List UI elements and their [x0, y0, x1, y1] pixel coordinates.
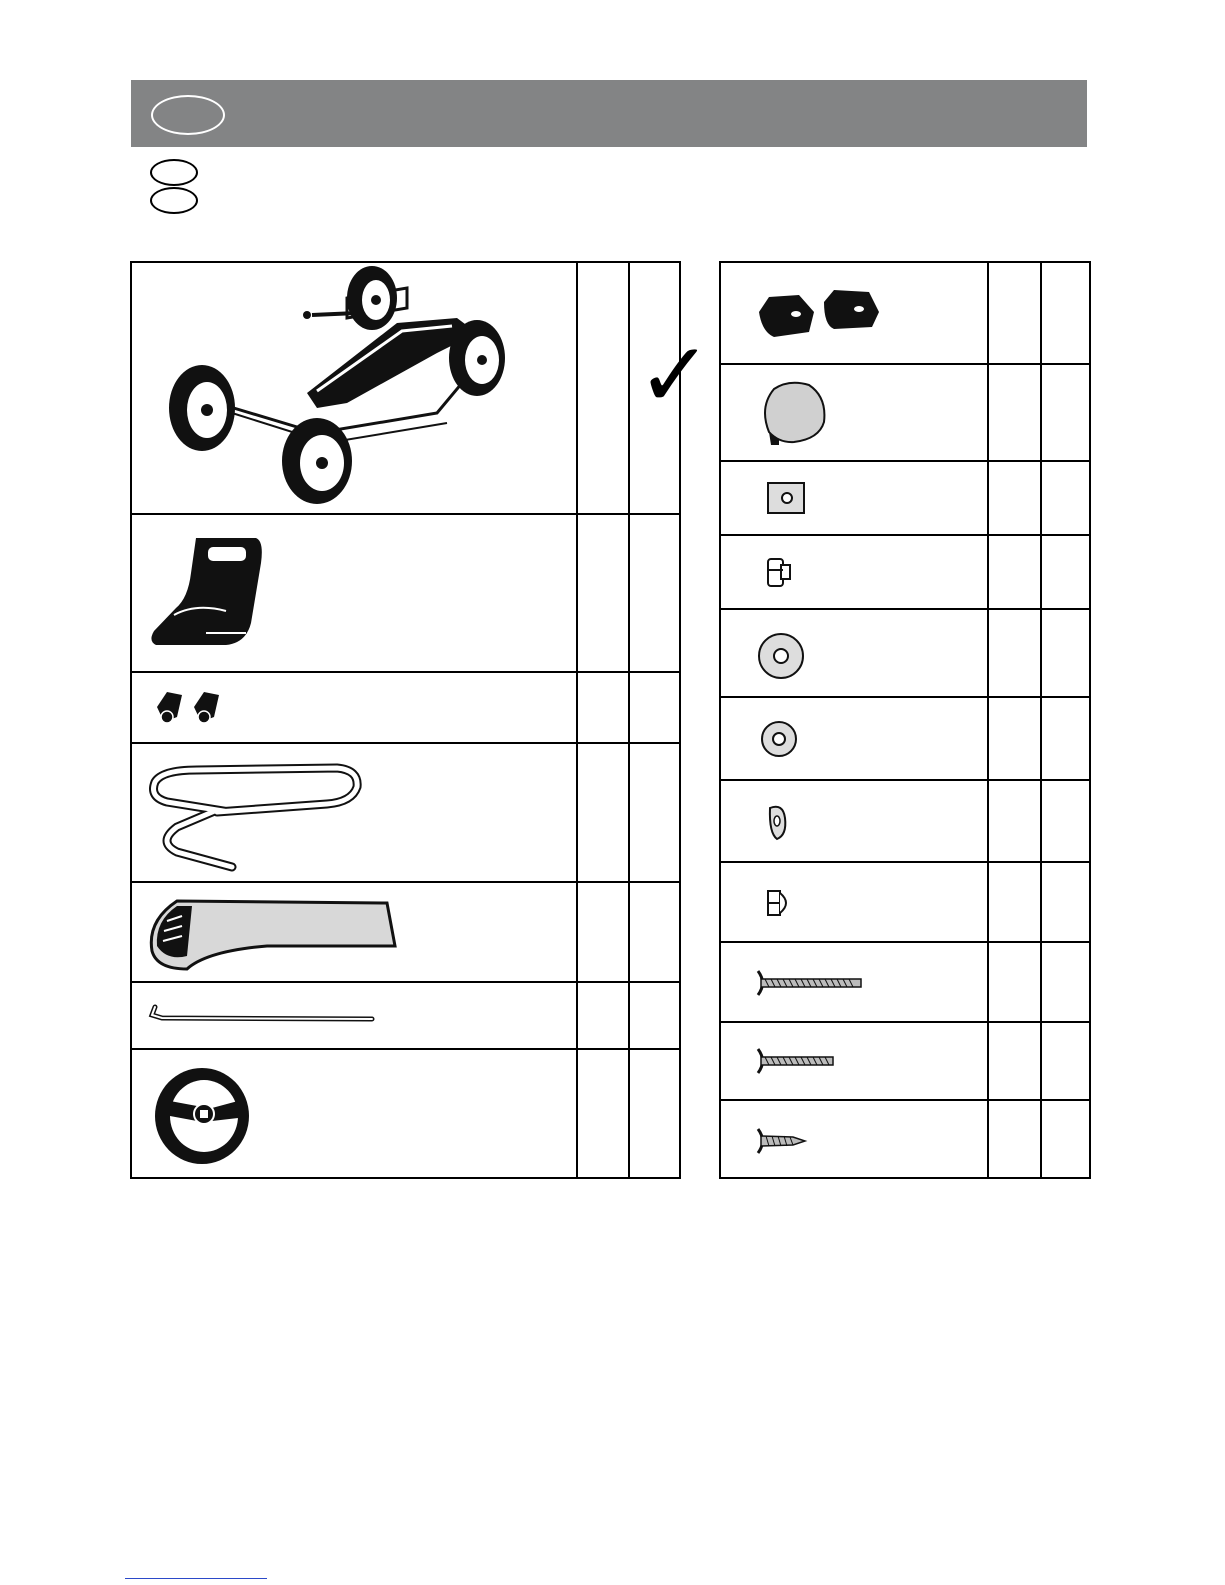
parts-table-left [130, 261, 713, 1179]
included-checkmark: ✓ [637, 323, 713, 428]
front-spoiler-image [147, 891, 402, 971]
go-kart-frame-image [157, 263, 537, 508]
part-row-rod [132, 983, 679, 1050]
language-oval-2 [150, 187, 198, 214]
part-row-small-washer [721, 698, 1089, 781]
part-row-large-washer [721, 610, 1089, 698]
spacer-image [765, 803, 795, 843]
part-row-go-kart-frame [132, 263, 713, 515]
square-nut-image [765, 480, 810, 520]
part-row-hub-cap [721, 365, 1089, 462]
language-oval-1 [150, 159, 198, 186]
end-caps-image [754, 287, 884, 342]
part-row-short-bolt [721, 1023, 1089, 1101]
part-row-screw [721, 1101, 1089, 1181]
part-row-seat-brackets [132, 673, 679, 744]
cap-nut-image [766, 887, 796, 919]
part-row-clip-nut [721, 536, 1089, 610]
steering-wheel-image [152, 1066, 252, 1166]
part-row-steering-wheel [132, 1050, 679, 1181]
part-row-end-caps [721, 263, 1089, 365]
long-bolt-image [755, 968, 865, 998]
seat-brackets-image [152, 687, 232, 732]
part-row-cap-nut [721, 863, 1089, 943]
part-row-spacer [721, 781, 1089, 863]
footer-link-underline [125, 1578, 267, 1579]
screw-image [755, 1126, 810, 1156]
large-washer-image [756, 631, 806, 681]
seat-image [146, 533, 271, 658]
part-row-front-spoiler [132, 883, 679, 983]
part-row-square-nut [721, 462, 1089, 536]
language-oval-large [151, 95, 225, 135]
hub-cap-image [759, 377, 829, 452]
small-washer-image [759, 719, 801, 761]
header-bar [131, 80, 1087, 147]
part-row-bumper-bar [132, 744, 679, 883]
bumper-bar-image [147, 762, 367, 872]
part-row-seat [132, 515, 679, 673]
clip-nut-image [765, 556, 795, 591]
short-bolt-image [755, 1046, 840, 1076]
rod-image [147, 1003, 377, 1028]
parts-table-right [719, 261, 1091, 1179]
part-row-long-bolt [721, 943, 1089, 1023]
